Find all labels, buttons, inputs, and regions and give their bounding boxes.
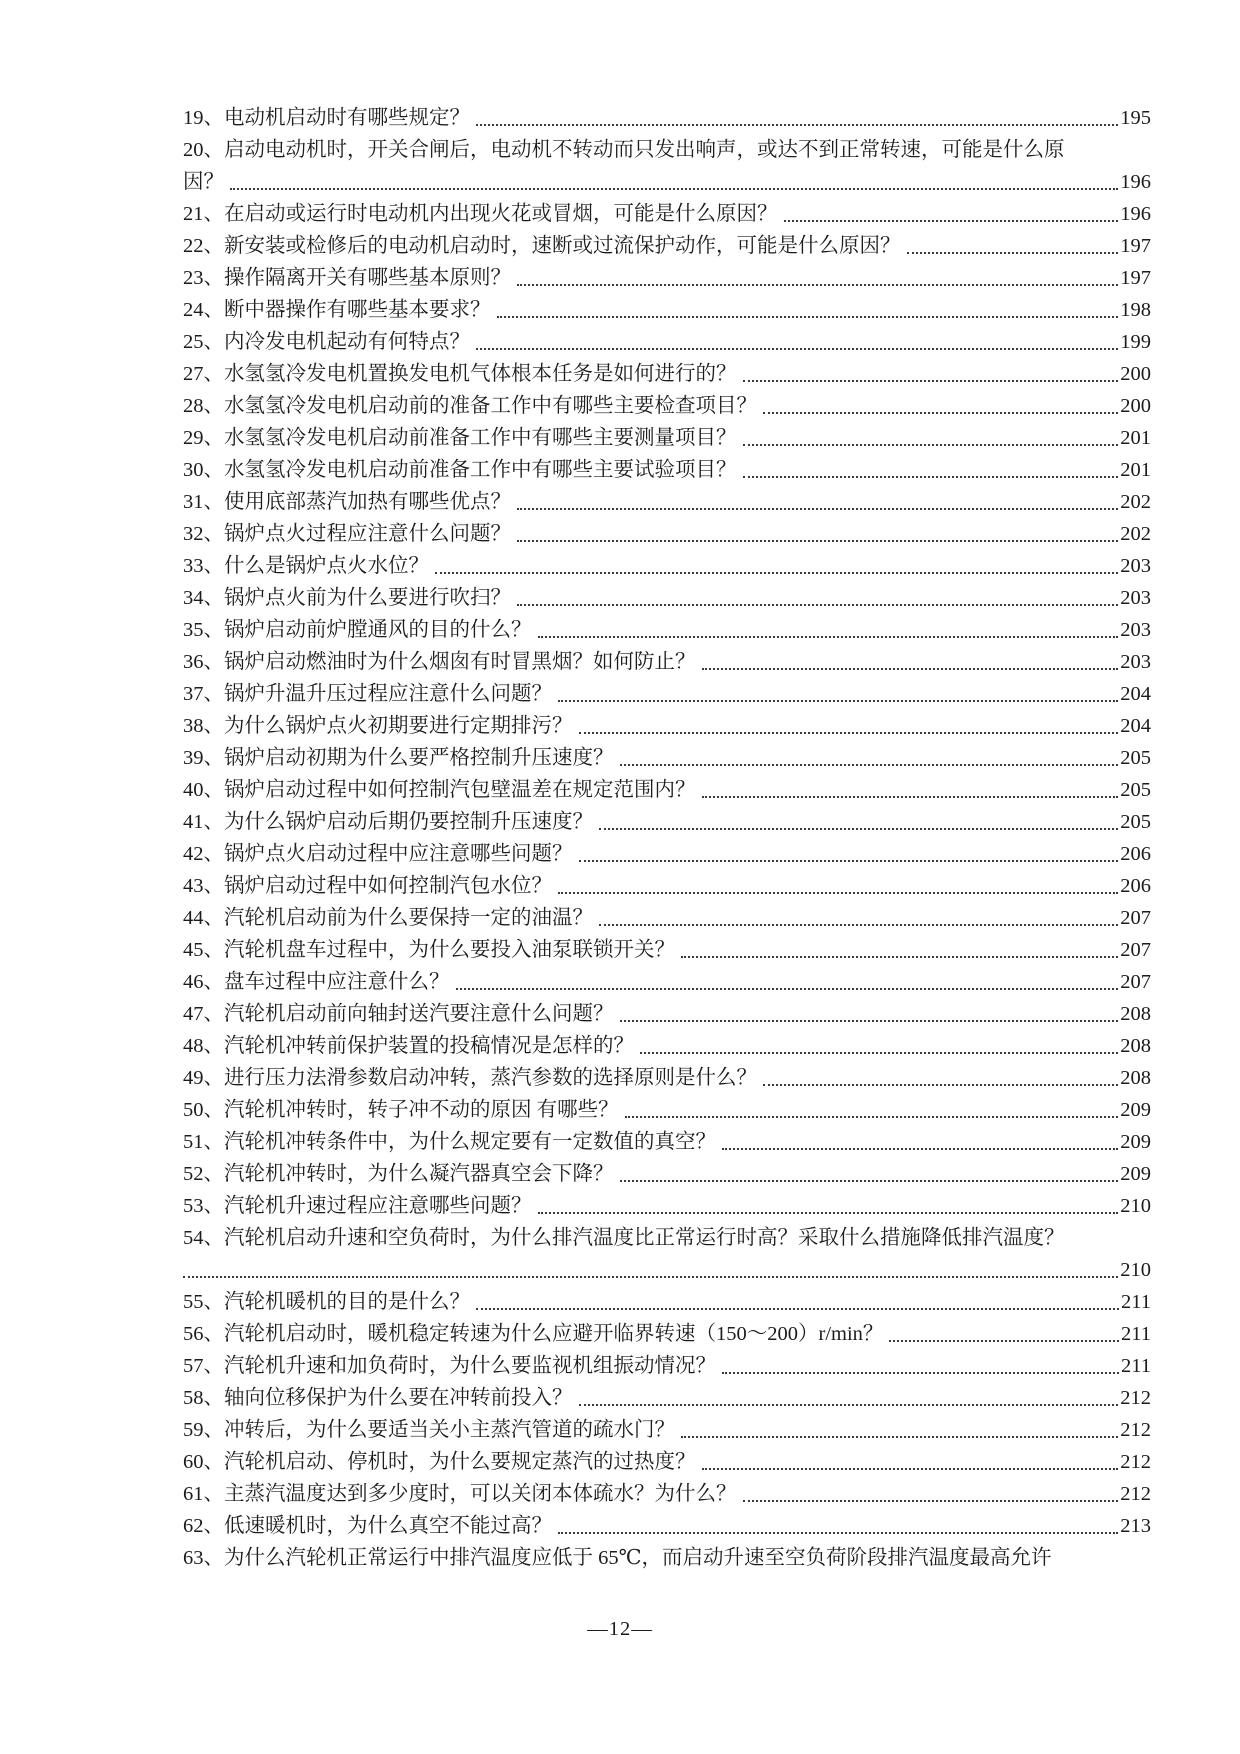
toc-entry-text: 43、锅炉启动过程中如何控制汽包水位？ bbox=[183, 875, 552, 897]
toc-page-number: 206 bbox=[1120, 843, 1151, 865]
dot-leader bbox=[538, 636, 1119, 638]
toc-entry-text: 47、汽轮机启动前向轴封送汽要注意什么问题？ bbox=[183, 1003, 614, 1025]
toc-page-number: 201 bbox=[1120, 427, 1151, 449]
toc-entry-row bbox=[183, 614, 1151, 646]
toc-entry-row bbox=[183, 390, 1151, 422]
toc-page-number: 196 bbox=[1120, 171, 1151, 193]
dot-leader bbox=[681, 956, 1118, 958]
toc-entry-text: 55、汽轮机暖机的目的是什么？ bbox=[183, 1291, 470, 1313]
toc-entry-row bbox=[183, 774, 1151, 806]
dot-leader bbox=[599, 924, 1118, 926]
toc-entry-text: 28、水氢氢冷发电机启动前的准备工作中有哪些主要检查项目？ bbox=[183, 395, 757, 417]
dot-leader bbox=[625, 1116, 1119, 1118]
dot-leader bbox=[558, 700, 1118, 702]
toc-entry-text: 32、锅炉点火过程应注意什么问题？ bbox=[183, 523, 511, 545]
toc-page-number: 197 bbox=[1120, 235, 1151, 257]
toc-entry-text: 20、启动电动机时，开关合闸后，电动机不转动而只发出响声，或达不到正常转速，可能是什么原 bbox=[183, 139, 1065, 161]
toc-entry-text: 31、使用底部蒸汽加热有哪些优点？ bbox=[183, 491, 511, 513]
toc-entry-row bbox=[183, 102, 1151, 134]
toc-page-number: 204 bbox=[1120, 715, 1151, 737]
toc-entry-row bbox=[183, 742, 1151, 774]
toc-page-number: 210 bbox=[1120, 1195, 1151, 1217]
dot-leader bbox=[579, 860, 1119, 862]
toc-page-number: 196 bbox=[1120, 203, 1151, 225]
toc-entry-row bbox=[183, 230, 1151, 262]
toc-entry-text: 27、水氢氢冷发电机置换发电机气体根本任务是如何进行的？ bbox=[183, 363, 737, 385]
dot-leader bbox=[702, 1468, 1119, 1470]
dot-leader bbox=[517, 284, 1118, 286]
dot-leader bbox=[640, 1052, 1118, 1054]
dot-leader bbox=[558, 892, 1118, 894]
toc-page-number: 201 bbox=[1120, 459, 1151, 481]
dot-leader bbox=[889, 1340, 1119, 1342]
toc-entry-row bbox=[183, 1542, 1151, 1574]
toc-entry-row bbox=[183, 806, 1151, 838]
toc-entry-row bbox=[183, 1350, 1151, 1382]
toc-page-number: 203 bbox=[1120, 619, 1151, 641]
toc-page-number: 211 bbox=[1121, 1291, 1151, 1313]
dot-leader bbox=[579, 1404, 1119, 1406]
toc-entry-text: 56、汽轮机启动时，暖机稳定转速为什么应避开临界转速（150～200）r/min？ bbox=[183, 1323, 884, 1345]
dot-leader bbox=[538, 1212, 1119, 1214]
toc-page-number: 209 bbox=[1120, 1099, 1151, 1121]
toc-page-number: 205 bbox=[1120, 779, 1151, 801]
toc-page-number: 208 bbox=[1120, 1035, 1151, 1057]
toc-entry-row bbox=[183, 838, 1151, 870]
toc-entry-row bbox=[183, 646, 1151, 678]
toc-entry-text: 19、电动机启动时有哪些规定？ bbox=[183, 107, 470, 129]
toc-entry-text: 23、操作隔离开关有哪些基本原则？ bbox=[183, 267, 511, 289]
dot-leader bbox=[620, 764, 1119, 766]
toc-page-number: 197 bbox=[1120, 267, 1151, 289]
toc-page-number: 207 bbox=[1120, 971, 1151, 993]
toc-entry-text: 35、锅炉启动前炉膛通风的目的什么？ bbox=[183, 619, 532, 641]
toc-page-number: 203 bbox=[1120, 555, 1151, 577]
toc-entry-text: 57、汽轮机升速和加负荷时，为什么要监视机组振动情况？ bbox=[183, 1355, 716, 1377]
dot-leader bbox=[476, 1308, 1119, 1310]
toc-entry-row bbox=[183, 710, 1151, 742]
toc-entry-row bbox=[183, 550, 1151, 582]
dot-leader bbox=[183, 1276, 1118, 1278]
toc-page-number: 204 bbox=[1120, 683, 1151, 705]
toc-entry-text: 58、轴向位移保护为什么要在冲转前投入？ bbox=[183, 1387, 573, 1409]
dot-leader bbox=[722, 1372, 1119, 1374]
toc-page-number: 205 bbox=[1120, 747, 1151, 769]
toc-entry-row bbox=[183, 1382, 1151, 1414]
dot-leader bbox=[743, 476, 1119, 478]
toc-page-number: 212 bbox=[1120, 1451, 1151, 1473]
toc-entry-text: 34、锅炉点火前为什么要进行吹扫？ bbox=[183, 587, 511, 609]
toc-page-number: 199 bbox=[1120, 331, 1151, 353]
dot-leader bbox=[784, 220, 1119, 222]
toc-page-number: 203 bbox=[1120, 587, 1151, 609]
toc-page-number: 206 bbox=[1120, 875, 1151, 897]
toc-entry-text: 51、汽轮机冲转条件中，为什么规定要有一定数值的真空？ bbox=[183, 1131, 716, 1153]
dot-leader bbox=[907, 252, 1119, 254]
toc-entry-row bbox=[183, 1062, 1151, 1094]
toc-entry-text: 21、在启动或运行时电动机内出现火花或冒烟，可能是什么原因？ bbox=[183, 203, 778, 225]
toc-entry-row bbox=[183, 294, 1151, 326]
toc-entry-row bbox=[183, 1286, 1151, 1318]
toc-entry-row bbox=[183, 1190, 1151, 1222]
toc-entry-row bbox=[183, 262, 1151, 294]
toc-entry-row bbox=[183, 486, 1151, 518]
toc-entry-text: 62、低速暖机时，为什么真空不能过高？ bbox=[183, 1515, 552, 1537]
dot-leader bbox=[763, 412, 1118, 414]
dot-leader bbox=[558, 1532, 1118, 1534]
toc-page-number: 203 bbox=[1120, 651, 1151, 673]
toc-page-number: 209 bbox=[1120, 1163, 1151, 1185]
toc-entry-text: 48、汽轮机冲转前保护装置的投稿情况是怎样的？ bbox=[183, 1035, 634, 1057]
dot-leader bbox=[497, 316, 1119, 318]
toc-entry-row bbox=[183, 966, 1151, 998]
toc-entry-text: 49、进行压力法滑参数启动冲转，蒸汽参数的选择原则是什么？ bbox=[183, 1067, 757, 1089]
toc-entry-row bbox=[183, 1222, 1151, 1254]
dot-leader bbox=[517, 540, 1118, 542]
dot-leader bbox=[230, 188, 1118, 190]
toc-entry-row bbox=[183, 326, 1151, 358]
page-footer-number: —12— bbox=[587, 1618, 653, 1640]
dot-leader bbox=[620, 1180, 1119, 1182]
dot-leader bbox=[456, 988, 1119, 990]
toc-entry-row bbox=[183, 166, 1151, 198]
toc-entry-text: 38、为什么锅炉点火初期要进行定期排污？ bbox=[183, 715, 573, 737]
toc-entry-row bbox=[183, 902, 1151, 934]
dot-leader bbox=[743, 1500, 1119, 1502]
toc-entry-row bbox=[183, 1318, 1151, 1350]
toc-page-number: 200 bbox=[1120, 395, 1151, 417]
dot-leader bbox=[517, 508, 1118, 510]
dot-leader bbox=[435, 572, 1118, 574]
toc-page-number: 212 bbox=[1120, 1419, 1151, 1441]
toc-entry-text: 33、什么是锅炉点火水位？ bbox=[183, 555, 429, 577]
toc-entry-text: 22、新安装或检修后的电动机启动时，速断或过流保护动作，可能是什么原因？ bbox=[183, 235, 901, 257]
toc-entry-text: 52、汽轮机冲转时，为什么凝汽器真空会下降？ bbox=[183, 1163, 614, 1185]
dot-leader bbox=[517, 604, 1118, 606]
toc-entry-row bbox=[183, 998, 1151, 1030]
dot-leader bbox=[476, 124, 1118, 126]
toc-entry-text: 42、锅炉点火启动过程中应注意哪些问题？ bbox=[183, 843, 573, 865]
toc-entry-text: 50、汽轮机冲转时，转子冲不动的原因 有哪些？ bbox=[183, 1099, 619, 1121]
toc-entry-text: 39、锅炉启动初期为什么要严格控制升压速度？ bbox=[183, 747, 614, 769]
toc-entry-row bbox=[183, 1254, 1151, 1286]
toc-page-number: 208 bbox=[1120, 1003, 1151, 1025]
dot-leader bbox=[743, 380, 1119, 382]
toc-entry-row bbox=[183, 1158, 1151, 1190]
toc-page-number: 209 bbox=[1120, 1131, 1151, 1153]
toc-entry-row bbox=[183, 134, 1151, 166]
dot-leader bbox=[681, 1436, 1118, 1438]
toc-entry-text: 29、水氢氢冷发电机启动前准备工作中有哪些主要测量项目？ bbox=[183, 427, 737, 449]
toc-entry-text: 46、盘车过程中应注意什么？ bbox=[183, 971, 450, 993]
dot-leader bbox=[599, 828, 1118, 830]
toc-page-number: 212 bbox=[1120, 1387, 1151, 1409]
toc-entry-text: 60、汽轮机启动、停机时，为什么要规定蒸汽的过热度？ bbox=[183, 1451, 696, 1473]
toc-page-number: 207 bbox=[1120, 939, 1151, 961]
toc-page-number: 211 bbox=[1121, 1355, 1151, 1377]
dot-leader bbox=[579, 732, 1119, 734]
toc-entry-text: 53、汽轮机升速过程应注意哪些问题？ bbox=[183, 1195, 532, 1217]
toc-page-number: 211 bbox=[1121, 1323, 1151, 1345]
toc-entry-row bbox=[183, 870, 1151, 902]
toc-page-number: 213 bbox=[1120, 1515, 1151, 1537]
toc-entry-row bbox=[183, 582, 1151, 614]
toc-entry-row bbox=[183, 358, 1151, 390]
toc-entry-row bbox=[183, 1126, 1151, 1158]
toc-page-number: 207 bbox=[1120, 907, 1151, 929]
dot-leader bbox=[702, 668, 1119, 670]
dot-leader bbox=[702, 796, 1119, 798]
toc-entry-text: 41、为什么锅炉启动后期仍要控制升压速度？ bbox=[183, 811, 593, 833]
toc-entry-text: 45、汽轮机盘车过程中，为什么要投入油泵联锁开关？ bbox=[183, 939, 675, 961]
dot-leader bbox=[763, 1084, 1118, 1086]
table-of-contents bbox=[183, 102, 1151, 1574]
toc-entry-text: 63、为什么汽轮机正常运行中排汽温度应低于 65℃，而启动升速至空负荷阶段排汽温度最高允许 bbox=[183, 1547, 1052, 1569]
toc-entry-text: 30、水氢氢冷发电机启动前准备工作中有哪些主要试验项目？ bbox=[183, 459, 737, 481]
toc-entry-row bbox=[183, 1510, 1151, 1542]
toc-entry-row bbox=[183, 678, 1151, 710]
toc-entry-text: 25、内冷发电机起动有何特点？ bbox=[183, 331, 470, 353]
toc-entry-text: 61、主蒸汽温度达到多少度时，可以关闭本体疏水？为什么？ bbox=[183, 1483, 737, 1505]
toc-entry-row bbox=[183, 1414, 1151, 1446]
toc-page-number: 202 bbox=[1120, 523, 1151, 545]
toc-entry-text-continued: 因？ bbox=[183, 171, 224, 193]
toc-entry-row bbox=[183, 422, 1151, 454]
dot-leader bbox=[722, 1148, 1118, 1150]
dot-leader bbox=[620, 1020, 1119, 1022]
toc-entry-text: 36、锅炉启动燃油时为什么烟囱有时冒黑烟？如何防止？ bbox=[183, 651, 696, 673]
toc-entry-text: 44、汽轮机启动前为什么要保持一定的油温？ bbox=[183, 907, 593, 929]
toc-entry-row bbox=[183, 518, 1151, 550]
toc-page-number: 195 bbox=[1120, 107, 1151, 129]
toc-entry-row bbox=[183, 454, 1151, 486]
toc-page-number: 212 bbox=[1120, 1483, 1151, 1505]
toc-page-number: 208 bbox=[1120, 1067, 1151, 1089]
toc-page-number: 210 bbox=[1120, 1259, 1151, 1281]
toc-page-number: 205 bbox=[1120, 811, 1151, 833]
toc-entry-text: 37、锅炉升温升压过程应注意什么问题？ bbox=[183, 683, 552, 705]
toc-entry-row bbox=[183, 1478, 1151, 1510]
toc-page-number: 200 bbox=[1120, 363, 1151, 385]
toc-entry-row bbox=[183, 198, 1151, 230]
toc-page-number: 198 bbox=[1120, 299, 1151, 321]
dot-leader bbox=[743, 444, 1119, 446]
toc-entry-text: 59、冲转后，为什么要适当关小主蒸汽管道的疏水门？ bbox=[183, 1419, 675, 1441]
toc-page-number: 202 bbox=[1120, 491, 1151, 513]
toc-entry-row bbox=[183, 1446, 1151, 1478]
dot-leader bbox=[476, 348, 1118, 350]
toc-entry-text: 54、汽轮机启动升速和空负荷时，为什么排汽温度比正常运行时高？采取什么措施降低排汽温度？ bbox=[183, 1227, 1065, 1249]
toc-entry-row bbox=[183, 1030, 1151, 1062]
toc-entry-row bbox=[183, 1094, 1151, 1126]
toc-entry-text: 24、断中器操作有哪些基本要求？ bbox=[183, 299, 491, 321]
toc-entry-text: 40、锅炉启动过程中如何控制汽包壁温差在规定范围内？ bbox=[183, 779, 696, 801]
toc-entry-row bbox=[183, 934, 1151, 966]
